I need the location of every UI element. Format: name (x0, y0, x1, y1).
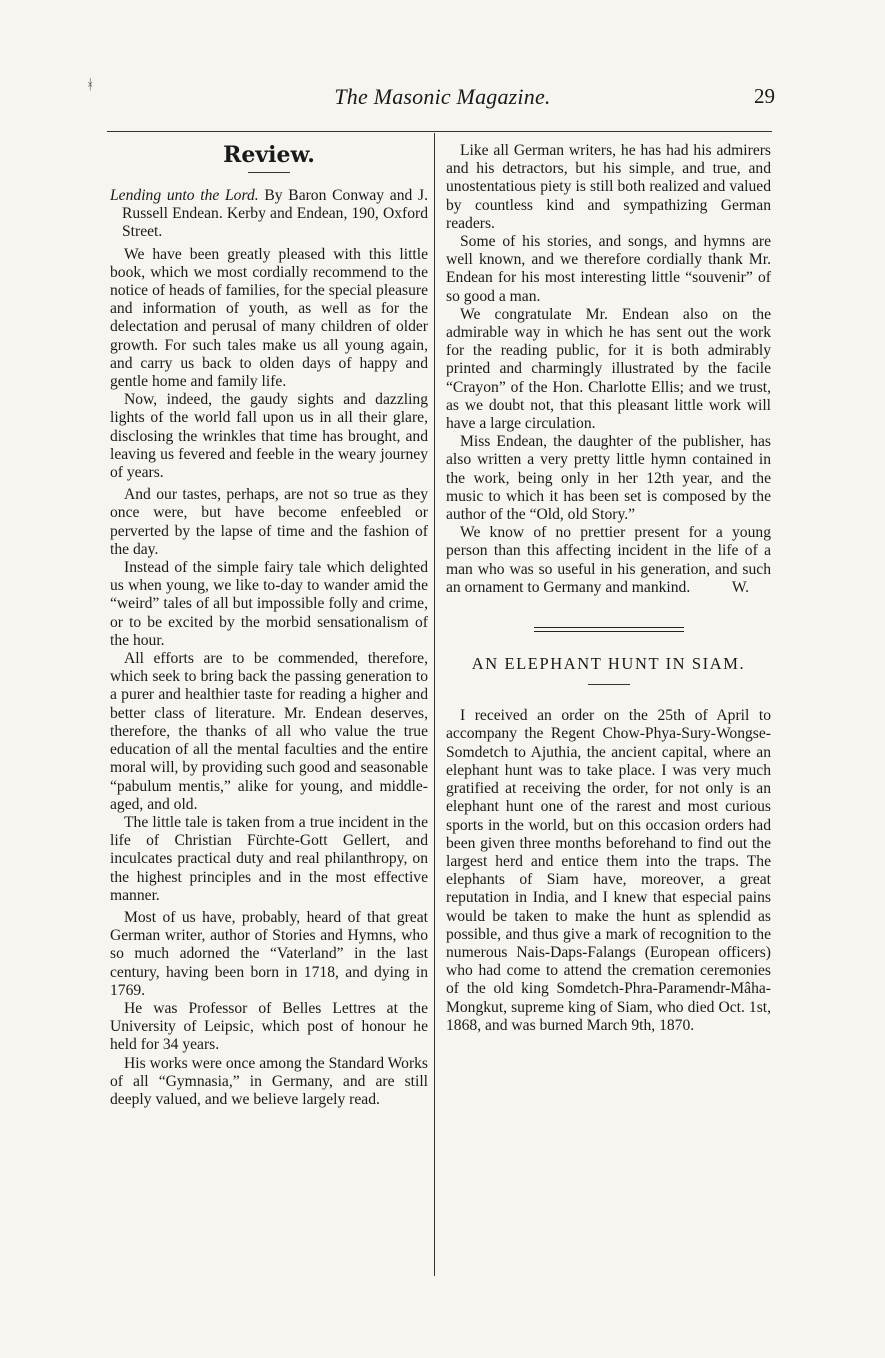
left-column (110, 142, 428, 1109)
review-paragraph-9: His works were once among the Standard Works of all “Gymnasia,” in Germany, and are still deeply valued, and we believe largely read. (110, 1054, 428, 1108)
magazine-title: The Masonic Magazine. (334, 84, 551, 109)
review-paragraph-7: Most of us have, probably, heard of that great German writer, author of Stories and Hymns, who so much adorned the “Vaterland” in the last century, having been born in 1718, and dying in 1769. (110, 908, 428, 999)
running-header (110, 84, 775, 118)
article-title: AN ELEPHANT HUNT IN SIAM. (471, 654, 746, 674)
book-details: By Baron Conway and J. Russell Endean. Kerby and Endean, 190, Oxford Street. (122, 187, 428, 241)
review-paragraph-11: Some of his stories, and songs, and hymns are well known, and we therefore cordially thank Mr. Endean for his most interesting little “souvenir” of so good a man. (446, 233, 771, 305)
review-signature: W. (731, 579, 749, 597)
review-paragraph-10: Like all German writers, he has had his admirers and his detractors, but his simple, and true, and unostentatious piety is still both realized and valued by countless kind and sympathizing German readers. (446, 142, 771, 232)
review-paragraph-6: The little tale is taken from a true incident in the life of Christian Fürchte-Gott Gellert, and inculcates practical duty and real philanthropy, on the highest principles and in the most effective manner. (110, 813, 428, 904)
review-paragraph-3: And our tastes, perhaps, are not so true as they once were, but have become enfeebled or perverted by the lapse of time and the fashion of the day. (110, 486, 428, 558)
heading-rule (248, 172, 290, 173)
right-column (446, 142, 771, 1035)
section-separator (534, 627, 684, 632)
margin-mark: ᚼ (86, 78, 95, 93)
review-paragraph-12: We congratulate Mr. Endean also on the admirable way in which he has sent out the work for the reading public, for it is both admirably printed and charmingly illustrated by the facile “Crayon” of the Hon. Charlotte Ellis; and we trust, as we doubt not, that this pleasant little work will have a large circulation. (446, 305, 771, 433)
review-paragraph-4: Instead of the simple fairy tale which delighted us when young, we like to-day to wander amid the “weird” tales of all but impossible folly and crime, or to be excited by the morbid sensationalism of the hour. (110, 559, 428, 649)
review-paragraph-2: Now, indeed, the gaudy sights and dazzling lights of the world fall upon us in all their glare, disclosing the wrinkles that time has brought, and leaving us fevered and feeble in the weary journey of years. (110, 391, 428, 482)
book-title: Lending unto the Lord. (110, 187, 259, 204)
review-paragraph-5: All efforts are to be commended, therefore, which seek to bring back the passing generation to a purer and healthier taste for reading a higher and better class of literature. Mr. Endean deserves, therefore, the thanks of all who value the true education of all the mental faculties and the entire moral will, by providing such good and seasonable “pabulum mentis,” alike for young, and middle-aged, and old. (110, 650, 428, 813)
review-paragraph-13: Miss Endean, the daughter of the publisher, has also written a very pretty little hymn contained in the work, being only in her 12th year, and the music to which it has been set is composed by the author of the “Old, old Story.” (446, 433, 771, 524)
article-paragraph-1: I received an order on the 25th of April to accompany the Regent Chow-Phya-Sury-Wongse-Somdetch to Ajuthia, the ancient capital, where an elephant hunt was to take place. I was very much gratified at receiving the order, for not only is an elephant hunt one of the rarest and most curious sports in the world, but on this occasion orders had been given three months beforehand to find out the largest herd and entice them into the traps. The elephants of Siam have, moreover, a great reputation in India, and I knew that especial pains would be taken to make the hunt as splendid as possible, and thus give a mark of recognition to the numerous Nais-Daps-Falangs (European officers) who had come to attend the cremation ceremonies of the old king Somdetch-Phra-Paramendr-Mâha-Mongkut, supreme king of Siam, who died Oct. 1st, 1868, and was burned March 9th, 1870. (446, 707, 771, 1034)
page-number: 29 (754, 84, 775, 108)
section-heading-review: Review. (223, 142, 315, 168)
review-citation (110, 187, 428, 242)
review-paragraph-1: We have been greatly pleased with this little book, which we most cordially recommend to the notice of heads of families, for the special pleasure and information of youth, as well as for the delectation and perusal of many children of older growth. For such tales make us all young again, and carry us back to olden days of happy and gentle home and family life. (110, 245, 428, 391)
header-rule (107, 131, 772, 132)
review-closing-paragraph: We know of no prettier present for a young person than this affecting incident in the life of a man who was so useful in his generation, and such an ornament to Germany and mankind. (446, 524, 771, 596)
article-title-rule (588, 684, 630, 685)
column-divider (434, 133, 435, 1276)
review-paragraph-8: He was Professor of Belles Lettres at the University of Leipsic, which post of honour he held for 34 years. (110, 999, 428, 1054)
